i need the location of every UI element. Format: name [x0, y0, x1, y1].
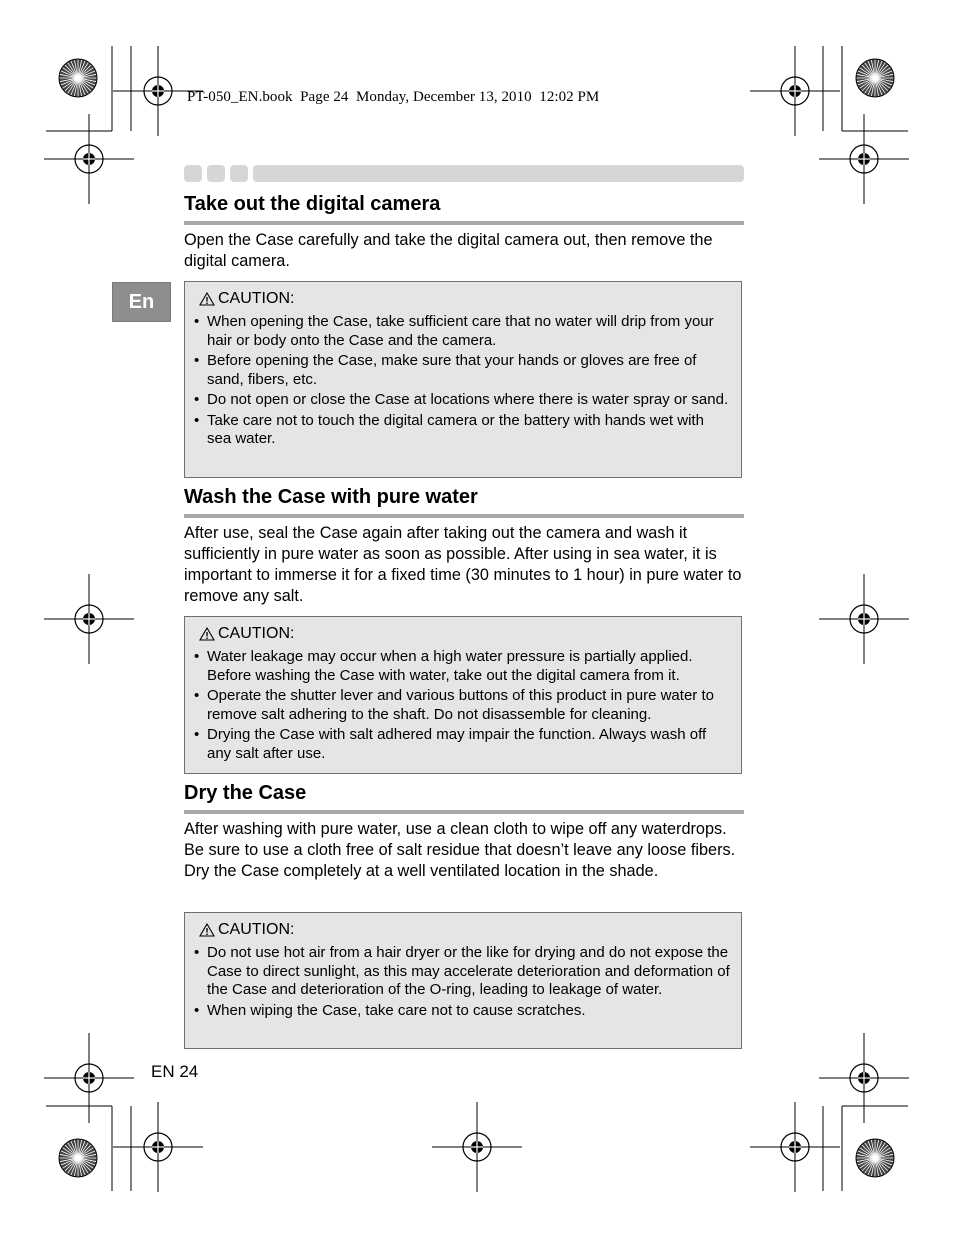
header-block-2 — [207, 165, 225, 182]
caution-label: CAUTION: — [218, 625, 295, 642]
section-rule — [184, 514, 744, 518]
section-rule — [184, 810, 744, 814]
language-tab: En — [112, 282, 171, 322]
caution-heading — [199, 289, 731, 309]
caution-label: CAUTION: — [218, 290, 295, 307]
page-number: EN 24 — [151, 1062, 199, 1081]
caution-item: • Do not use hot air from a hair dryer or the like for drying and do not expose the Case to direct sunlight, as this may accelerate deterioration and deformation of the Case and deterioration of the O-ring, leading to leakage of water. — [193, 944, 731, 1000]
caution-box — [184, 281, 742, 478]
caution-item: • When opening the Case, take sufficient care that no water will drip from your hair or body onto the Case and the camera. — [193, 313, 731, 350]
caution-item: • Operate the shutter lever and various buttons of this product in pure water to remove salt adhering to the shaft. Do not disassemble for cleaning. — [193, 687, 731, 724]
caution-item: • Do not open or close the Case at locations where there is water spray or sand. — [193, 391, 731, 410]
section-body: After washing with pure water, use a clean cloth to wipe off any waterdrops. Be sure to use a cloth free of salt residue that doesn’t leave any loose fibers. Dry the Case completely at a well ventilated location in the shade. — [184, 820, 736, 880]
header-block-3 — [230, 165, 248, 182]
warning-icon — [199, 923, 215, 937]
section-body: After use, seal the Case again after taking out the camera and wash it sufficiently in pure water as soon as possible. After using in sea water, it is important to immerse it for a fixed time (30 minutes to 1 hour) in pure water to remove any salt. — [184, 524, 742, 605]
caution-item: • Water leakage may occur when a high water pressure is partially applied. Before washing the Case with water, take out the digital camera from it. — [193, 648, 731, 685]
book-info-line: PT-050_EN.book Page 24 Monday, December 13, 2010 12:02 PM — [187, 89, 600, 105]
section-rule — [184, 221, 744, 225]
caution-box — [184, 912, 742, 1049]
caution-list — [193, 648, 731, 763]
section-title: Wash the Case with pure water — [184, 486, 478, 508]
caution-item: • Before opening the Case, make sure that your hands or gloves are free of sand, fibers, etc. — [193, 352, 731, 389]
caution-list — [193, 313, 731, 449]
warning-icon — [199, 627, 215, 641]
section-body: Open the Case carefully and take the digital camera out, then remove the digital camera. — [184, 231, 713, 270]
caution-heading — [199, 624, 731, 644]
warning-icon — [199, 292, 215, 306]
header-bar-long — [253, 165, 744, 182]
section-title: Take out the digital camera — [184, 193, 441, 215]
header-block-1 — [184, 165, 202, 182]
caution-heading — [199, 920, 731, 940]
caution-label: CAUTION: — [218, 921, 295, 938]
caution-item: • Drying the Case with salt adhered may impair the function. Always wash off any salt after use. — [193, 726, 731, 763]
caution-item: • Take care not to touch the digital camera or the battery with hands wet with sea water. — [193, 412, 731, 449]
section-title: Dry the Case — [184, 782, 307, 804]
caution-item: • When wiping the Case, take care not to cause scratches. — [193, 1002, 731, 1021]
caution-list — [193, 944, 731, 1020]
caution-box — [184, 616, 742, 774]
